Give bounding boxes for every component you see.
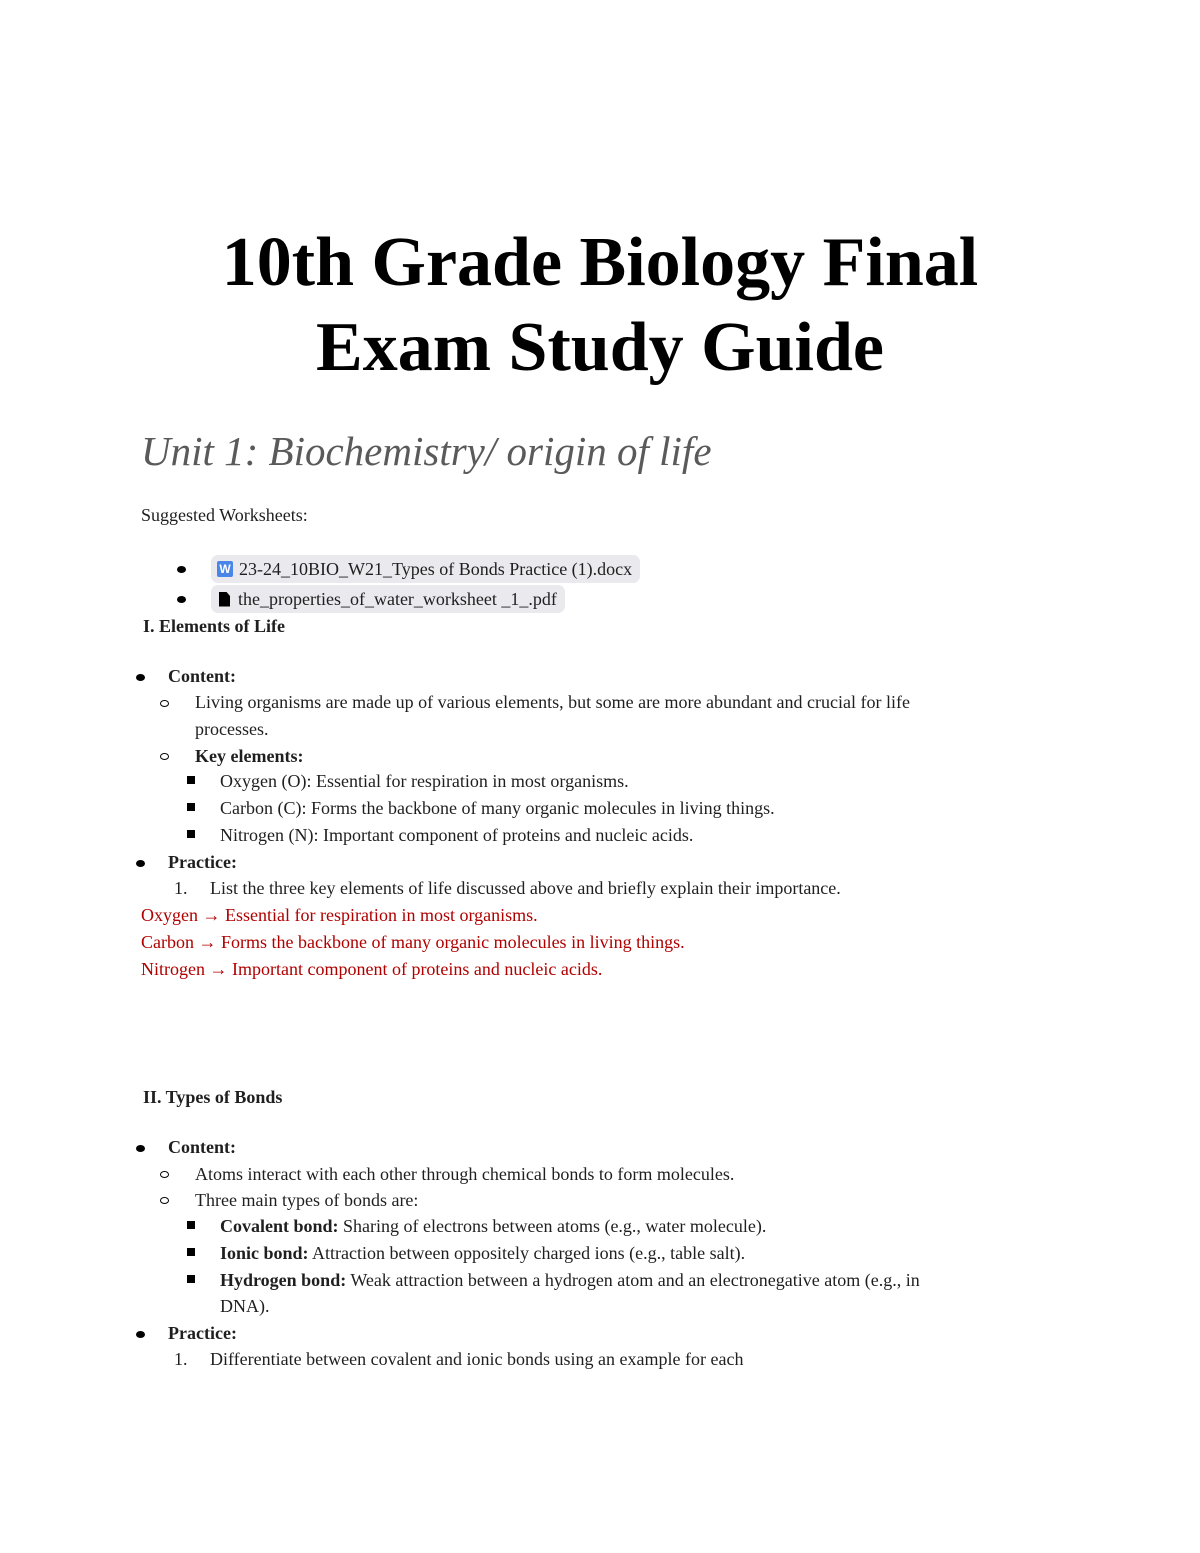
practice-question: Differentiate between covalent and ionic bonds using an example for each <box>210 1349 744 1369</box>
answer-line: Carbon → Forms the backbone of many organic molecules in living things. <box>141 932 685 952</box>
bullet-square <box>187 803 195 811</box>
key-elements-label: Key elements: <box>195 746 304 766</box>
list-item: Nitrogen (N): Important component of proteins and nucleic acids. <box>220 825 694 845</box>
term: Ionic bond: <box>220 1243 309 1263</box>
definition: Sharing of electrons between atoms (e.g., water molecule). <box>338 1216 767 1236</box>
section-heading-types-of-bonds: II. Types of Bonds <box>143 1087 283 1107</box>
attachment-chip-pdf[interactable] <box>211 585 565 613</box>
suggested-worksheets-label: Suggested Worksheets: <box>141 505 308 525</box>
bullet-square <box>187 830 195 838</box>
practice-label: Practice: <box>168 852 237 872</box>
list-item-hydrogen-bond <box>220 1268 920 1292</box>
question-number: 1. <box>174 878 188 898</box>
section-heading-elements-of-life: I. Elements of Life <box>143 616 285 636</box>
attachment-name: the_properties_of_water_worksheet _1_.pdf <box>238 588 557 609</box>
bullet-disc <box>136 1331 145 1338</box>
bullet-circle <box>160 700 169 707</box>
bullet-circle <box>160 1197 169 1204</box>
list-item-continuation: DNA). <box>220 1296 270 1316</box>
list-item: Carbon (C): Forms the backbone of many organic molecules in living things. <box>220 798 775 818</box>
term: Covalent bond: <box>220 1216 339 1236</box>
definition: Attraction between oppositely charged ions (e.g., table salt). <box>308 1243 746 1263</box>
document-title-line-1: 10th Grade Biology Final <box>221 224 979 301</box>
content-label: Content: <box>168 1137 236 1157</box>
answer-line: Nitrogen → Important component of proteins and nucleic acids. <box>141 959 603 979</box>
list-item-covalent-bond <box>220 1214 766 1238</box>
bullet-disc <box>136 860 145 867</box>
bullet-disc <box>177 566 186 573</box>
practice-label: Practice: <box>168 1323 237 1343</box>
list-item-ionic-bond <box>220 1241 745 1265</box>
content-label: Content: <box>168 666 236 686</box>
bullet-circle <box>160 1171 169 1178</box>
bullet-square <box>187 1275 195 1283</box>
document-title-line-2: Exam Study Guide <box>316 309 884 386</box>
list-item: Oxygen (O): Essential for respiration in most organisms. <box>220 771 629 791</box>
attachment-chip-docx[interactable] <box>211 555 640 583</box>
bullet-square <box>187 776 195 784</box>
bullet-disc <box>136 674 145 681</box>
term: Hydrogen bond: <box>220 1270 347 1290</box>
bullet-square <box>187 1248 195 1256</box>
attachment-name: 23-24_10BIO_W21_Types of Bonds Practice (1).docx <box>239 558 633 579</box>
bullet-square <box>187 1221 195 1229</box>
bullet-disc <box>177 596 186 603</box>
answer-line: Oxygen → Essential for respiration in most organisms. <box>141 905 538 925</box>
definition: Weak attraction between a hydrogen atom and an electronegative atom (e.g., in <box>346 1270 920 1290</box>
file-icon <box>219 592 230 607</box>
bullet-disc <box>136 1145 145 1152</box>
question-number: 1. <box>174 1349 188 1369</box>
paragraph-line: Living organisms are made up of various elements, but some are more abundant and crucial for life <box>195 692 910 712</box>
paragraph-line: Atoms interact with each other through chemical bonds to form molecules. <box>195 1164 735 1184</box>
paragraph-line: processes. <box>195 719 269 739</box>
unit-heading: Unit 1: Biochemistry/ origin of life <box>141 428 712 474</box>
bullet-circle <box>160 753 169 760</box>
word-doc-icon: W <box>217 561 233 577</box>
practice-question: List the three key elements of life discussed above and briefly explain their importance. <box>210 878 841 898</box>
paragraph-line: Three main types of bonds are: <box>195 1190 419 1210</box>
